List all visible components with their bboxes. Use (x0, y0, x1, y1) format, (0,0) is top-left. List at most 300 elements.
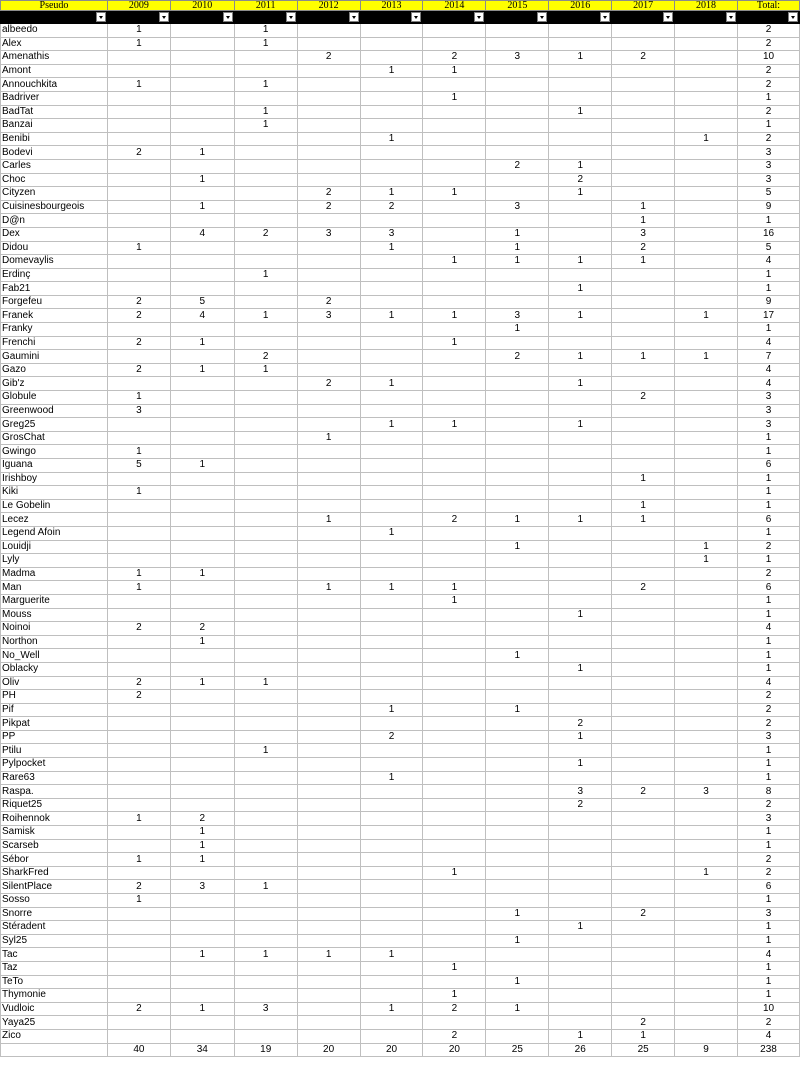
value-cell-2011[interactable] (234, 771, 297, 785)
value-cell-2010[interactable] (170, 744, 234, 758)
value-cell-2017[interactable]: 1 (612, 1029, 675, 1043)
value-cell-2017[interactable] (612, 526, 675, 540)
value-cell-2013[interactable] (360, 214, 423, 228)
value-cell-total[interactable]: 3 (738, 146, 800, 160)
value-cell-2012[interactable] (297, 499, 360, 513)
value-cell-2014[interactable] (423, 227, 486, 241)
value-cell-2011[interactable] (234, 907, 297, 921)
value-cell-2013[interactable] (360, 486, 423, 500)
value-cell-2017[interactable] (612, 730, 675, 744)
value-cell-2012[interactable] (297, 921, 360, 935)
value-cell-2013[interactable] (360, 173, 423, 187)
value-cell-2013[interactable] (360, 826, 423, 840)
value-cell-2015[interactable] (486, 459, 549, 473)
value-cell-2015[interactable] (486, 119, 549, 133)
value-cell-2014[interactable] (423, 635, 486, 649)
value-cell-2011[interactable]: 1 (234, 268, 297, 282)
value-cell-2016[interactable] (549, 880, 612, 894)
value-cell-2016[interactable] (549, 1016, 612, 1030)
value-cell-2010[interactable] (170, 105, 234, 119)
value-cell-2015[interactable] (486, 554, 549, 568)
value-cell-2013[interactable] (360, 853, 423, 867)
value-cell-2014[interactable]: 1 (423, 866, 486, 880)
value-cell-2009[interactable] (107, 200, 170, 214)
value-cell-2017[interactable]: 2 (612, 1016, 675, 1030)
value-cell-2012[interactable] (297, 975, 360, 989)
value-cell-2016[interactable] (549, 649, 612, 663)
value-cell-2009[interactable] (107, 975, 170, 989)
value-cell-2013[interactable] (360, 37, 423, 51)
value-cell-2013[interactable] (360, 594, 423, 608)
value-cell-2017[interactable] (612, 445, 675, 459)
value-cell-2017[interactable] (612, 608, 675, 622)
value-cell-2012[interactable] (297, 717, 360, 731)
pseudo-cell[interactable]: Cuisinesbourgeois (1, 200, 108, 214)
value-cell-2011[interactable] (234, 921, 297, 935)
value-cell-2012[interactable] (297, 785, 360, 799)
value-cell-2018[interactable] (675, 812, 738, 826)
pseudo-cell[interactable]: PP (1, 730, 108, 744)
value-cell-2013[interactable] (360, 866, 423, 880)
value-cell-2016[interactable] (549, 459, 612, 473)
pseudo-cell[interactable]: Badriver (1, 91, 108, 105)
value-cell-total[interactable]: 1 (738, 635, 800, 649)
value-cell-2009[interactable]: 1 (107, 486, 170, 500)
value-cell-2014[interactable] (423, 105, 486, 119)
value-cell-total[interactable]: 2 (738, 105, 800, 119)
value-cell-2012[interactable] (297, 826, 360, 840)
value-cell-total[interactable]: 1 (738, 771, 800, 785)
value-cell-2018[interactable] (675, 391, 738, 405)
value-cell-2010[interactable] (170, 391, 234, 405)
value-cell-2010[interactable] (170, 1016, 234, 1030)
value-cell-total[interactable]: 1 (738, 554, 800, 568)
value-cell-2009[interactable] (107, 540, 170, 554)
pseudo-cell[interactable]: Amont (1, 64, 108, 78)
pseudo-cell[interactable]: Thymonie (1, 989, 108, 1003)
pseudo-cell[interactable]: Scarseb (1, 839, 108, 853)
value-cell-2011[interactable] (234, 635, 297, 649)
value-cell-2010[interactable]: 1 (170, 567, 234, 581)
value-cell-2013[interactable] (360, 690, 423, 704)
value-cell-total[interactable]: 2 (738, 1016, 800, 1030)
value-cell-2016[interactable] (549, 431, 612, 445)
value-cell-2016[interactable] (549, 635, 612, 649)
value-cell-2017[interactable] (612, 431, 675, 445)
total-cell-2017[interactable]: 25 (612, 1043, 675, 1057)
value-cell-2015[interactable]: 1 (486, 513, 549, 527)
value-cell-2015[interactable]: 3 (486, 309, 549, 323)
value-cell-2018[interactable] (675, 323, 738, 337)
value-cell-2011[interactable]: 1 (234, 309, 297, 323)
value-cell-2011[interactable]: 1 (234, 105, 297, 119)
value-cell-2018[interactable] (675, 187, 738, 201)
value-cell-2018[interactable] (675, 105, 738, 119)
value-cell-2011[interactable] (234, 1029, 297, 1043)
value-cell-2013[interactable]: 1 (360, 132, 423, 146)
pseudo-cell[interactable]: Rare63 (1, 771, 108, 785)
pseudo-cell[interactable]: Dex (1, 227, 108, 241)
value-cell-2009[interactable]: 1 (107, 78, 170, 92)
value-cell-2015[interactable]: 1 (486, 975, 549, 989)
value-cell-2013[interactable] (360, 146, 423, 160)
value-cell-2012[interactable] (297, 567, 360, 581)
value-cell-2009[interactable] (107, 948, 170, 962)
pseudo-cell[interactable]: PH (1, 690, 108, 704)
value-cell-2017[interactable] (612, 1002, 675, 1016)
value-cell-2018[interactable] (675, 146, 738, 160)
value-cell-2017[interactable] (612, 758, 675, 772)
value-cell-2009[interactable] (107, 866, 170, 880)
filter-dropdown-arrow-icon[interactable] (223, 12, 233, 22)
value-cell-2009[interactable] (107, 159, 170, 173)
value-cell-2013[interactable]: 2 (360, 730, 423, 744)
value-cell-2018[interactable] (675, 921, 738, 935)
value-cell-total[interactable]: 5 (738, 187, 800, 201)
value-cell-2017[interactable] (612, 132, 675, 146)
value-cell-2013[interactable]: 1 (360, 377, 423, 391)
value-cell-total[interactable]: 2 (738, 798, 800, 812)
value-cell-2014[interactable] (423, 472, 486, 486)
value-cell-2017[interactable] (612, 146, 675, 160)
value-cell-2014[interactable] (423, 839, 486, 853)
value-cell-2009[interactable] (107, 839, 170, 853)
value-cell-2014[interactable] (423, 173, 486, 187)
value-cell-2017[interactable] (612, 282, 675, 296)
value-cell-2012[interactable]: 2 (297, 51, 360, 65)
value-cell-2016[interactable] (549, 323, 612, 337)
value-cell-2016[interactable]: 1 (549, 921, 612, 935)
value-cell-2018[interactable] (675, 839, 738, 853)
value-cell-2018[interactable] (675, 635, 738, 649)
value-cell-total[interactable]: 2 (738, 866, 800, 880)
value-cell-2009[interactable] (107, 703, 170, 717)
value-cell-2018[interactable] (675, 486, 738, 500)
value-cell-2010[interactable] (170, 214, 234, 228)
value-cell-2015[interactable]: 1 (486, 907, 549, 921)
value-cell-2011[interactable] (234, 812, 297, 826)
value-cell-2012[interactable] (297, 146, 360, 160)
value-cell-2010[interactable] (170, 64, 234, 78)
pseudo-cell[interactable]: Lyly (1, 554, 108, 568)
value-cell-2009[interactable] (107, 255, 170, 269)
value-cell-2013[interactable] (360, 295, 423, 309)
value-cell-2018[interactable] (675, 934, 738, 948)
value-cell-2014[interactable] (423, 431, 486, 445)
value-cell-2014[interactable] (423, 758, 486, 772)
total-cell-2012[interactable]: 20 (297, 1043, 360, 1057)
value-cell-2012[interactable] (297, 730, 360, 744)
value-cell-2011[interactable] (234, 594, 297, 608)
value-cell-2015[interactable] (486, 1016, 549, 1030)
value-cell-2015[interactable] (486, 676, 549, 690)
value-cell-2015[interactable] (486, 690, 549, 704)
value-cell-2016[interactable] (549, 404, 612, 418)
value-cell-total[interactable]: 1 (738, 975, 800, 989)
total-cell-2009[interactable]: 40 (107, 1043, 170, 1057)
value-cell-2011[interactable] (234, 173, 297, 187)
value-cell-2011[interactable]: 1 (234, 363, 297, 377)
value-cell-2018[interactable]: 3 (675, 785, 738, 799)
value-cell-2012[interactable] (297, 934, 360, 948)
value-cell-2018[interactable] (675, 91, 738, 105)
value-cell-2011[interactable] (234, 785, 297, 799)
value-cell-2009[interactable]: 1 (107, 445, 170, 459)
value-cell-2016[interactable] (549, 64, 612, 78)
value-cell-2014[interactable] (423, 853, 486, 867)
value-cell-2010[interactable] (170, 690, 234, 704)
value-cell-2015[interactable] (486, 1029, 549, 1043)
value-cell-2014[interactable] (423, 676, 486, 690)
value-cell-2009[interactable]: 2 (107, 622, 170, 636)
value-cell-2012[interactable] (297, 554, 360, 568)
value-cell-2012[interactable] (297, 105, 360, 119)
pseudo-cell[interactable]: Ptilu (1, 744, 108, 758)
value-cell-2018[interactable]: 1 (675, 866, 738, 880)
value-cell-2016[interactable]: 1 (549, 309, 612, 323)
value-cell-2012[interactable] (297, 676, 360, 690)
value-cell-2011[interactable] (234, 853, 297, 867)
value-cell-2011[interactable] (234, 649, 297, 663)
pseudo-cell[interactable]: Gib'z (1, 377, 108, 391)
value-cell-2016[interactable]: 1 (549, 159, 612, 173)
pseudo-cell[interactable]: Forgefeu (1, 295, 108, 309)
value-cell-2013[interactable] (360, 785, 423, 799)
value-cell-2016[interactable] (549, 119, 612, 133)
value-cell-2010[interactable]: 3 (170, 880, 234, 894)
value-cell-2018[interactable]: 1 (675, 540, 738, 554)
value-cell-2009[interactable] (107, 350, 170, 364)
value-cell-2012[interactable] (297, 1016, 360, 1030)
value-cell-2010[interactable] (170, 24, 234, 38)
value-cell-2014[interactable] (423, 295, 486, 309)
value-cell-total[interactable]: 1 (738, 758, 800, 772)
value-cell-2010[interactable] (170, 934, 234, 948)
value-cell-2015[interactable] (486, 581, 549, 595)
value-cell-2018[interactable] (675, 377, 738, 391)
value-cell-2014[interactable]: 1 (423, 255, 486, 269)
value-cell-2012[interactable] (297, 445, 360, 459)
pseudo-cell[interactable]: Globule (1, 391, 108, 405)
value-cell-2017[interactable] (612, 336, 675, 350)
value-cell-2011[interactable]: 1 (234, 948, 297, 962)
value-cell-2015[interactable] (486, 78, 549, 92)
value-cell-2010[interactable]: 1 (170, 635, 234, 649)
pseudo-cell[interactable]: No_Well (1, 649, 108, 663)
pseudo-cell[interactable]: Yaya25 (1, 1016, 108, 1030)
value-cell-2016[interactable]: 2 (549, 798, 612, 812)
value-cell-2016[interactable] (549, 78, 612, 92)
value-cell-2012[interactable] (297, 622, 360, 636)
value-cell-2014[interactable]: 2 (423, 1002, 486, 1016)
value-cell-2015[interactable] (486, 105, 549, 119)
value-cell-2010[interactable]: 1 (170, 948, 234, 962)
value-cell-2015[interactable]: 2 (486, 159, 549, 173)
value-cell-2009[interactable]: 2 (107, 676, 170, 690)
pseudo-cell[interactable]: SilentPlace (1, 880, 108, 894)
value-cell-2016[interactable] (549, 391, 612, 405)
value-cell-2017[interactable] (612, 880, 675, 894)
value-cell-2010[interactable] (170, 581, 234, 595)
pseudo-cell[interactable]: Pylpocket (1, 758, 108, 772)
value-cell-2013[interactable]: 1 (360, 771, 423, 785)
value-cell-2016[interactable] (549, 295, 612, 309)
pseudo-cell[interactable]: Pikpat (1, 717, 108, 731)
value-cell-total[interactable]: 2 (738, 132, 800, 146)
value-cell-2018[interactable] (675, 1016, 738, 1030)
value-cell-2009[interactable] (107, 105, 170, 119)
value-cell-2015[interactable] (486, 921, 549, 935)
value-cell-2009[interactable]: 1 (107, 581, 170, 595)
value-cell-2016[interactable] (549, 241, 612, 255)
value-cell-2012[interactable] (297, 363, 360, 377)
value-cell-2012[interactable] (297, 1002, 360, 1016)
pseudo-cell[interactable]: Gwingo (1, 445, 108, 459)
value-cell-2018[interactable] (675, 37, 738, 51)
value-cell-2018[interactable] (675, 363, 738, 377)
value-cell-2015[interactable] (486, 812, 549, 826)
value-cell-total[interactable]: 1 (738, 839, 800, 853)
value-cell-2014[interactable] (423, 744, 486, 758)
value-cell-2010[interactable] (170, 785, 234, 799)
value-cell-2015[interactable] (486, 336, 549, 350)
value-cell-total[interactable]: 10 (738, 1002, 800, 1016)
pseudo-cell[interactable]: D@n (1, 214, 108, 228)
value-cell-2016[interactable] (549, 227, 612, 241)
value-cell-2014[interactable]: 1 (423, 594, 486, 608)
value-cell-2016[interactable]: 1 (549, 255, 612, 269)
value-cell-2010[interactable] (170, 649, 234, 663)
value-cell-2009[interactable] (107, 268, 170, 282)
value-cell-2017[interactable]: 2 (612, 51, 675, 65)
value-cell-2010[interactable] (170, 513, 234, 527)
value-cell-2012[interactable]: 3 (297, 309, 360, 323)
value-cell-2009[interactable]: 1 (107, 894, 170, 908)
value-cell-2009[interactable]: 1 (107, 24, 170, 38)
value-cell-2012[interactable] (297, 907, 360, 921)
pseudo-cell[interactable]: Snorre (1, 907, 108, 921)
total-cell-2013[interactable]: 20 (360, 1043, 423, 1057)
value-cell-2009[interactable] (107, 431, 170, 445)
pseudo-cell[interactable]: Samisk (1, 826, 108, 840)
value-cell-2017[interactable] (612, 622, 675, 636)
value-cell-2015[interactable] (486, 377, 549, 391)
value-cell-2015[interactable] (486, 282, 549, 296)
value-cell-2017[interactable] (612, 37, 675, 51)
value-cell-2009[interactable] (107, 132, 170, 146)
value-cell-2009[interactable] (107, 513, 170, 527)
value-cell-2013[interactable] (360, 662, 423, 676)
value-cell-total[interactable]: 2 (738, 567, 800, 581)
value-cell-2013[interactable] (360, 758, 423, 772)
value-cell-2014[interactable] (423, 486, 486, 500)
value-cell-2014[interactable] (423, 567, 486, 581)
value-cell-2014[interactable] (423, 730, 486, 744)
pseudo-cell[interactable]: Vudloic (1, 1002, 108, 1016)
value-cell-2011[interactable] (234, 336, 297, 350)
value-cell-2018[interactable] (675, 703, 738, 717)
value-cell-2010[interactable]: 1 (170, 676, 234, 690)
value-cell-2017[interactable]: 3 (612, 227, 675, 241)
pseudo-cell[interactable]: Franek (1, 309, 108, 323)
value-cell-2018[interactable] (675, 173, 738, 187)
value-cell-total[interactable]: 5 (738, 241, 800, 255)
total-cell-2018[interactable]: 9 (675, 1043, 738, 1057)
value-cell-2010[interactable] (170, 798, 234, 812)
pseudo-cell[interactable]: Pif (1, 703, 108, 717)
pseudo-cell[interactable]: Sosso (1, 894, 108, 908)
pseudo-cell[interactable]: Bodevi (1, 146, 108, 160)
value-cell-2013[interactable] (360, 812, 423, 826)
pseudo-cell[interactable]: Taz (1, 961, 108, 975)
value-cell-2017[interactable] (612, 418, 675, 432)
value-cell-2013[interactable] (360, 513, 423, 527)
value-cell-2012[interactable]: 2 (297, 295, 360, 309)
value-cell-2011[interactable] (234, 404, 297, 418)
value-cell-2017[interactable] (612, 635, 675, 649)
value-cell-2011[interactable] (234, 323, 297, 337)
value-cell-2011[interactable] (234, 608, 297, 622)
value-cell-2014[interactable] (423, 459, 486, 473)
value-cell-2011[interactable] (234, 214, 297, 228)
value-cell-2015[interactable] (486, 295, 549, 309)
value-cell-2013[interactable] (360, 499, 423, 513)
pseudo-cell[interactable]: Kiki (1, 486, 108, 500)
value-cell-2011[interactable] (234, 758, 297, 772)
pseudo-cell[interactable]: Lecez (1, 513, 108, 527)
value-cell-2018[interactable] (675, 894, 738, 908)
value-cell-2014[interactable]: 1 (423, 91, 486, 105)
value-cell-2009[interactable] (107, 608, 170, 622)
value-cell-total[interactable]: 1 (738, 594, 800, 608)
value-cell-total[interactable]: 1 (738, 431, 800, 445)
value-cell-2016[interactable] (549, 445, 612, 459)
value-cell-2017[interactable]: 2 (612, 907, 675, 921)
value-cell-2009[interactable] (107, 771, 170, 785)
value-cell-2012[interactable] (297, 159, 360, 173)
value-cell-2017[interactable] (612, 690, 675, 704)
value-cell-2015[interactable] (486, 594, 549, 608)
value-cell-2018[interactable] (675, 459, 738, 473)
value-cell-2012[interactable] (297, 771, 360, 785)
value-cell-2016[interactable] (549, 989, 612, 1003)
value-cell-2014[interactable] (423, 785, 486, 799)
value-cell-2016[interactable] (549, 907, 612, 921)
value-cell-2011[interactable] (234, 91, 297, 105)
value-cell-2013[interactable] (360, 391, 423, 405)
value-cell-2014[interactable] (423, 499, 486, 513)
value-cell-2009[interactable]: 1 (107, 567, 170, 581)
value-cell-2013[interactable] (360, 934, 423, 948)
value-cell-2018[interactable] (675, 255, 738, 269)
value-cell-2009[interactable] (107, 119, 170, 133)
value-cell-total[interactable]: 1 (738, 608, 800, 622)
value-cell-2012[interactable]: 1 (297, 431, 360, 445)
value-cell-2011[interactable]: 3 (234, 1002, 297, 1016)
value-cell-2015[interactable] (486, 730, 549, 744)
pseudo-cell[interactable]: Tac (1, 948, 108, 962)
value-cell-2016[interactable] (549, 676, 612, 690)
value-cell-2018[interactable] (675, 159, 738, 173)
value-cell-2013[interactable] (360, 567, 423, 581)
value-cell-2014[interactable] (423, 377, 486, 391)
value-cell-2010[interactable] (170, 866, 234, 880)
value-cell-2009[interactable]: 2 (107, 690, 170, 704)
value-cell-total[interactable]: 16 (738, 227, 800, 241)
value-cell-2018[interactable] (675, 336, 738, 350)
value-cell-total[interactable]: 10 (738, 51, 800, 65)
value-cell-2017[interactable] (612, 363, 675, 377)
